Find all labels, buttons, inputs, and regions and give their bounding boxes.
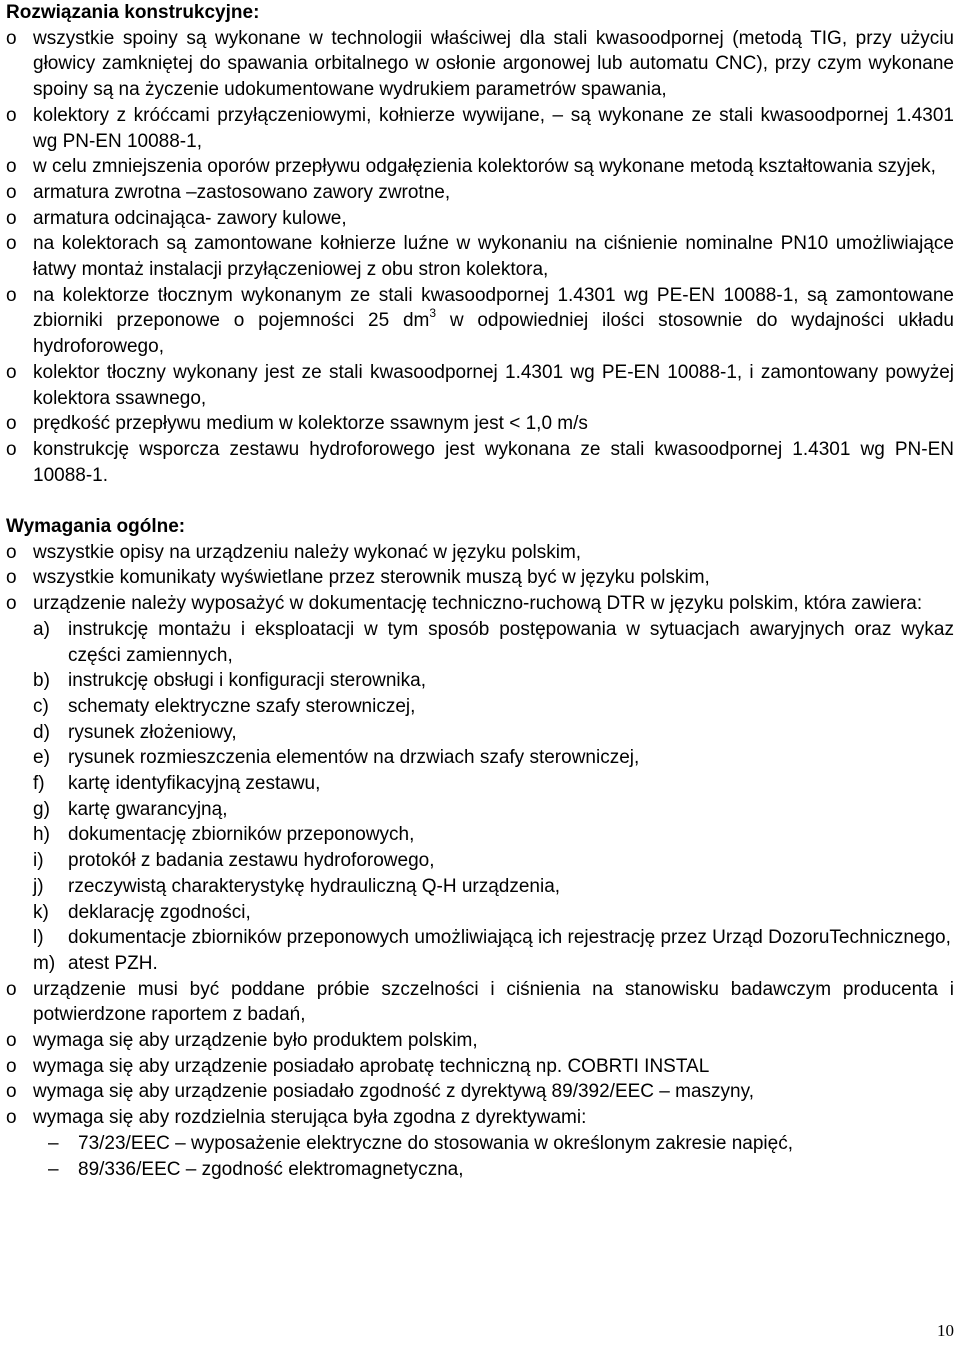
list-item — [6, 1054, 954, 1080]
bullet-marker: o — [6, 181, 17, 203]
list-item — [6, 1079, 954, 1105]
list-item-text: armatura zwrotna –zastosowano zawory zwrotne, — [33, 181, 451, 203]
list-item-text: w odpowiedniej ilości stosownie do wydajności układu hydroforowego, — [33, 310, 954, 358]
bullet-marker: o — [6, 284, 17, 306]
list-item-text: wymaga się aby rozdzielnia sterująca była zgodna z dyrektywami: — [33, 1107, 587, 1129]
section-heading-rozwiazania: Rozwiązania konstrukcyjne: — [6, 2, 260, 23]
sublist-marker: b) — [33, 670, 50, 692]
superscript: 3 — [429, 306, 437, 321]
sublist-marker: g) — [33, 798, 50, 820]
list-item-text: wymaga się aby urządzenie było produktem polskim, — [33, 1030, 478, 1052]
list-item-text: armatura odcinająca- zawory kulowe, — [33, 207, 347, 229]
sublist-marker: j) — [33, 875, 44, 897]
sublist-item-text: dokumentacje zbiorników przeponowych umożliwiającą ich rejestrację przez Urząd DozoruTechnicznego, — [68, 927, 951, 949]
sublist-item — [6, 925, 954, 951]
sublist-item — [6, 900, 954, 926]
list-item-text: urządzenie musi być poddane próbie szczelności i ciśnienia na stanowisku badawczym producenta i potwierdzone raportem z badań, — [33, 978, 954, 1026]
dash-marker: – — [48, 1132, 59, 1154]
bullet-marker: o — [6, 593, 17, 615]
list-item-text: kolektor tłoczny wykonany jest ze stali kwasoodpornej 1.4301 wg PE-EN 10088-1, i zamontowany powyżej kolektora ssawnego, — [33, 361, 954, 409]
sublist-item-text: protokół z badania zestawu hydroforowego, — [68, 850, 435, 872]
sublist-item-text: rysunek rozmieszczenia elementów na drzwiach szafy sterowniczej, — [68, 747, 640, 769]
bullet-marker: o — [6, 438, 17, 460]
sublist-marker: m) — [33, 952, 56, 974]
general-requirements-list-continued — [6, 977, 954, 1131]
list-item — [6, 1105, 954, 1131]
sublist-item — [6, 745, 954, 771]
sublist-item-text: dokumentację zbiorników przeponowych, — [68, 824, 415, 846]
dtr-contents-list — [6, 617, 954, 977]
directives-list — [6, 1131, 954, 1182]
sublist-marker: d) — [33, 721, 50, 743]
list-item — [6, 977, 954, 1028]
sublist-item-text: rysunek złożeniowy, — [68, 721, 237, 743]
sublist-item — [6, 951, 954, 977]
sublist-item-text: atest PZH. — [68, 952, 158, 974]
bullet-marker: o — [6, 1055, 17, 1077]
list-item — [6, 154, 954, 180]
sublist-item — [6, 771, 954, 797]
bullet-marker: o — [6, 27, 17, 49]
list-item-text: wszystkie opisy na urządzeniu należy wykonać w języku polskim, — [33, 541, 582, 563]
sublist-marker: a) — [33, 618, 50, 640]
list-item-text: kolektory z króćcami przyłączeniowymi, kołnierze wywijane, – są wykonane ze stali kwasoodpornej 1.4301 wg PN-EN 10088-1, — [33, 104, 954, 152]
list-item — [6, 591, 954, 617]
bullet-marker: o — [6, 541, 17, 563]
bullet-marker: o — [6, 207, 17, 229]
bullet-marker: o — [6, 361, 17, 383]
list-item-text: na kolektorze tłocznym wykonanym ze stali kwasoodpornej 1.4301 wg PE-EN 10088-1, są zamontowane zbiorniki przeponowe o pojemności 25 dm — [33, 284, 954, 332]
bullet-marker: o — [6, 978, 17, 1000]
sublist-item-text: kartę gwarancyjną, — [68, 798, 228, 820]
section-heading-wymagania: Wymagania ogólne: — [6, 516, 186, 538]
sublist-item — [6, 617, 954, 668]
list-item-text: w celu zmniejszenia oporów przepływu odgałęzienia kolektorów są wykonane metodą kształtowania szyjek, — [33, 156, 936, 178]
bullet-marker: o — [6, 104, 17, 126]
list-item — [6, 437, 954, 488]
list-item — [6, 565, 954, 591]
list-item-text: urządzenie należy wyposażyć w dokumentację techniczno-ruchową DTR w języku polskim, która zawiera: — [33, 593, 923, 615]
page-number: 10 — [937, 1321, 954, 1341]
list-item — [6, 103, 954, 154]
directive-item — [6, 1131, 954, 1157]
list-item — [6, 26, 954, 103]
sublist-item-text: deklarację zgodności, — [68, 901, 251, 923]
sublist-marker: f) — [33, 773, 45, 795]
list-item-text: konstrukcję wsporcza zestawu hydroforowego jest wykonana ze stali kwasoodpornej 1.4301 wg PN-EN 10088-1. — [33, 438, 954, 486]
general-requirements-list — [6, 540, 954, 617]
document-page — [6, 0, 954, 1182]
directive-item-text: 73/23/EEC – wyposażenie elektryczne do stosowania w określonym zakresie napięć, — [78, 1132, 793, 1154]
list-item-text: wszystkie komunikaty wyświetlane przez sterownik muszą być w języku polskim, — [33, 567, 710, 589]
list-item-text: wymaga się aby urządzenie posiadało zgodność z dyrektywą 89/392/EEC – maszyny, — [33, 1081, 754, 1103]
list-item — [6, 231, 954, 282]
sublist-item — [6, 848, 954, 874]
sublist-item — [6, 720, 954, 746]
construction-solutions-list — [6, 26, 954, 489]
directive-item — [6, 1157, 954, 1183]
list-item — [6, 206, 954, 232]
sublist-item — [6, 874, 954, 900]
sublist-item — [6, 797, 954, 823]
bullet-marker: o — [6, 233, 17, 255]
sublist-item-text: schematy elektryczne szafy sterowniczej, — [68, 695, 416, 717]
list-item — [6, 283, 954, 360]
list-item — [6, 1028, 954, 1054]
list-item — [6, 180, 954, 206]
directive-item-text: 89/336/EEC – zgodność elektromagnetyczna, — [78, 1158, 464, 1180]
list-item-text: wszystkie spoiny są wykonane w technologii właściwej dla stali kwasoodpornej (metodą TIG, przy użyciu głowicy zamkniętej do spawania orbitalnego w osłonie argonowej lub automatu CNC), przy czym wykonane spoiny są na życzenie udokumentowane wydrukiem parametrów spawania, — [33, 27, 954, 101]
sublist-item-text: kartę identyfikacyjną zestawu, — [68, 773, 321, 795]
sublist-marker: c) — [33, 695, 49, 717]
list-item — [6, 540, 954, 566]
sublist-item-text: rzeczywistą charakterystykę hydrauliczną Q-H urządzenia, — [68, 875, 561, 897]
list-item-text: prędkość przepływu medium w kolektorze ssawnym jest < 1,0 m/s — [33, 413, 588, 435]
bullet-marker: o — [6, 413, 17, 435]
sublist-item — [6, 694, 954, 720]
sublist-item-text: instrukcję montażu i eksploatacji w tym sposób postępowania w sytuacjach awaryjnych oraz wykaz części zamiennych, — [68, 618, 954, 666]
sublist-marker: l) — [33, 927, 44, 949]
bullet-marker: o — [6, 1081, 17, 1103]
bullet-marker: o — [6, 1030, 17, 1052]
bullet-marker: o — [6, 156, 17, 178]
sublist-marker: i) — [33, 850, 44, 872]
sublist-marker: e) — [33, 747, 50, 769]
sublist-item — [6, 668, 954, 694]
sublist-item-text: instrukcję obsługi i konfiguracji sterownika, — [68, 670, 426, 692]
bullet-marker: o — [6, 567, 17, 589]
sublist-marker: k) — [33, 901, 49, 923]
bullet-marker: o — [6, 1107, 17, 1129]
list-item-text: wymaga się aby urządzenie posiadało aprobatę techniczną np. COBRTI INSTAL — [33, 1055, 710, 1077]
sublist-marker: h) — [33, 824, 50, 846]
list-item — [6, 411, 954, 437]
list-item — [6, 360, 954, 411]
list-item-text: na kolektorach są zamontowane kołnierze luźne w wykonaniu na ciśnienie nominalne PN10 umożliwiające łatwy montaż instalacji przyłączeniowej z obu stron kolektora, — [33, 233, 954, 281]
sublist-item — [6, 822, 954, 848]
dash-marker: – — [48, 1158, 59, 1180]
